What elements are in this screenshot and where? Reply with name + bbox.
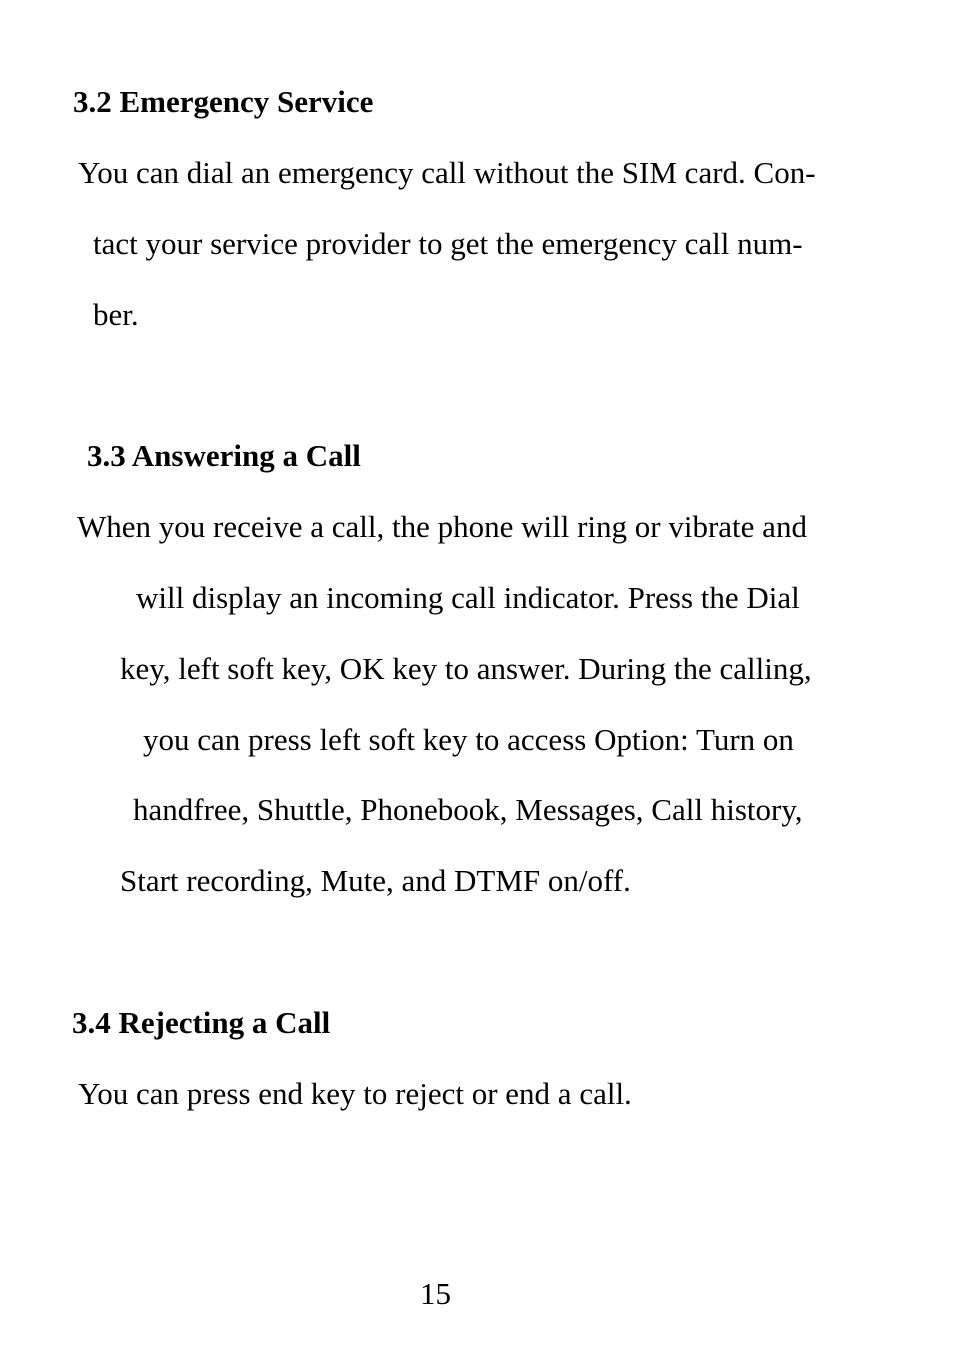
paragraph-line: key, left soft key, OK key to answer. During the calling, — [120, 651, 812, 686]
section-heading: 3.2 Emergency Service — [73, 84, 374, 119]
paragraph-line: will display an incoming call indicator. Press the Dial — [136, 580, 800, 615]
paragraph-line: ber. — [93, 297, 139, 332]
paragraph-line: tact your service provider to get the emergency call num- — [93, 226, 803, 261]
paragraph-line: handfree, Shuttle, Phonebook, Messages, Call history, — [133, 792, 803, 827]
paragraph-line: You can dial an emergency call without the SIM card. Con- — [78, 155, 816, 190]
paragraph-line: Start recording, Mute, and DTMF on/off. — [120, 863, 631, 898]
paragraph-line: When you receive a call, the phone will ring or vibrate and — [77, 509, 807, 544]
section-heading: 3.4 Rejecting a Call — [72, 1005, 331, 1040]
page-number: 15 — [420, 1276, 451, 1311]
paragraph-line: you can press left soft key to access Option: Turn on — [143, 722, 794, 757]
paragraph-line: You can press end key to reject or end a call. — [78, 1076, 632, 1111]
section-heading: 3.3 Answering a Call — [87, 438, 361, 473]
